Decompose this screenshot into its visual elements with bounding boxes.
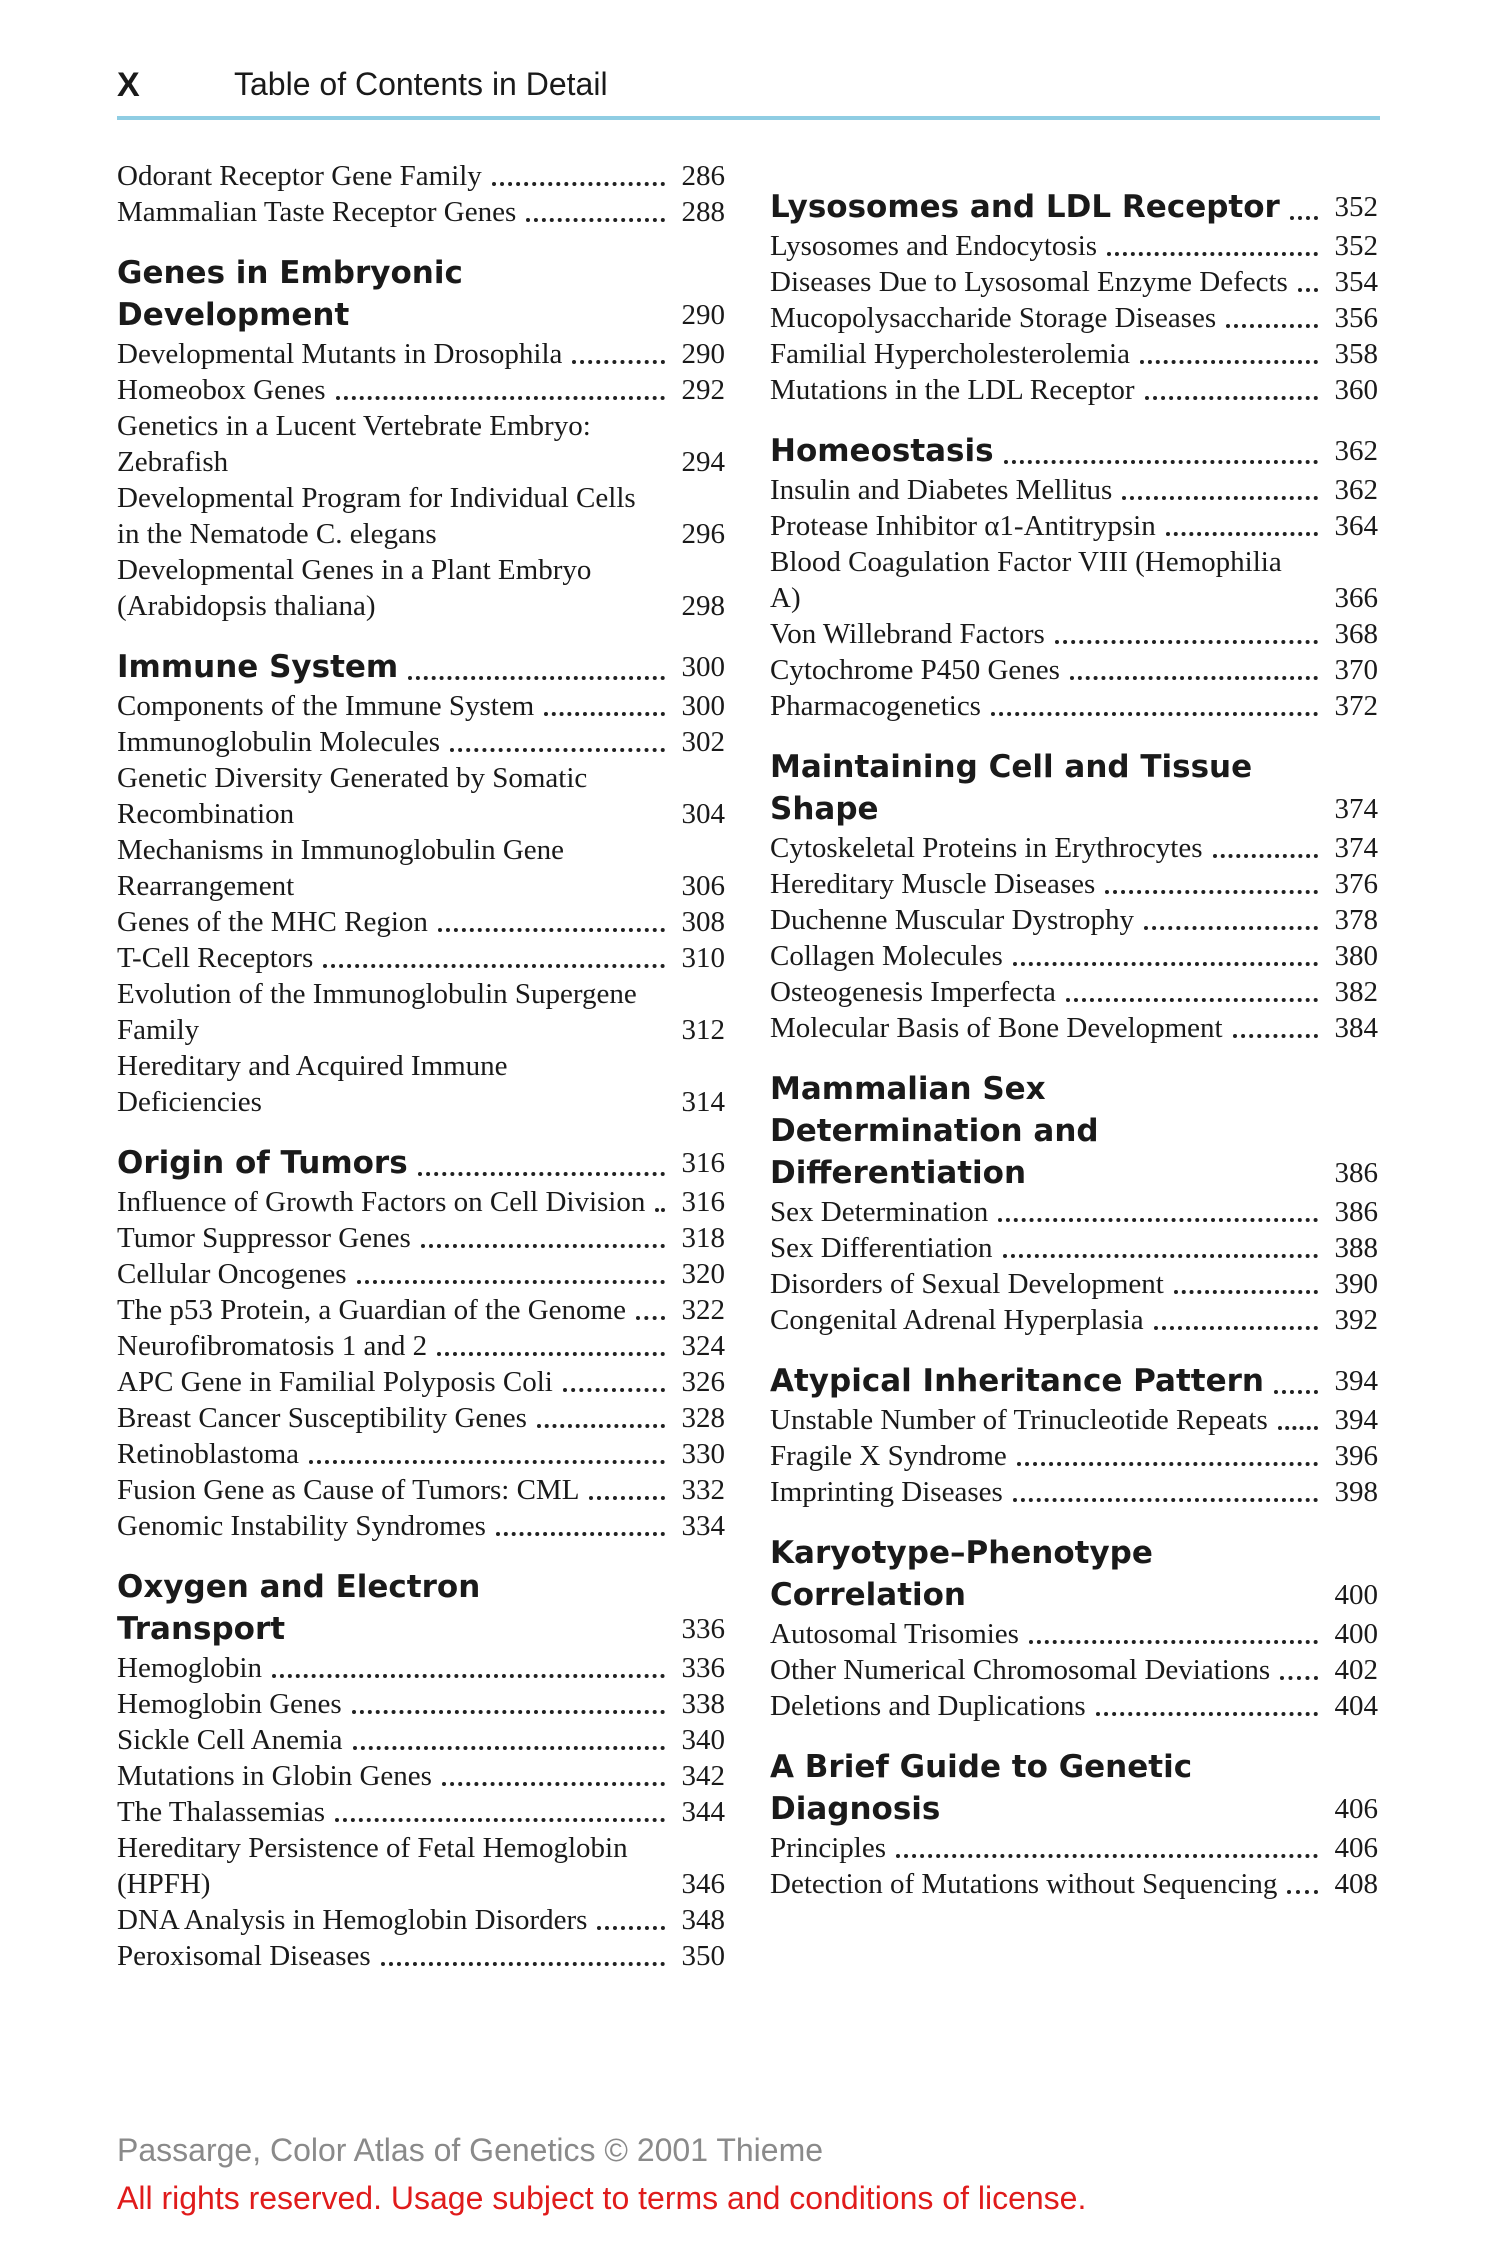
toc-entry[interactable] [770, 1194, 1378, 1230]
section-page-number: 362 [1334, 435, 1378, 467]
entry-title: Collagen Molecules [770, 940, 1003, 972]
entry-page-number: 380 [1334, 940, 1378, 972]
entry-page-number: 336 [681, 1652, 725, 1684]
dot-leader [442, 1768, 665, 1786]
toc-entry[interactable] [117, 336, 725, 372]
toc-section [117, 1142, 725, 1544]
dot-leader [1122, 482, 1318, 500]
toc-entry[interactable] [117, 1938, 725, 1974]
license-notice: All rights reserved. Usage subject to terms and conditions of license. [117, 2180, 1087, 2216]
toc-entry[interactable] [770, 1402, 1378, 1438]
entry-title: Unstable Number of Trinucleotide Repeats [770, 1404, 1268, 1436]
section-title: Lysosomes and LDL Receptor [770, 189, 1280, 225]
entry-title: Homeobox Genes [117, 374, 326, 406]
entry-title: Osteogenesis Imperfecta [770, 976, 1056, 1008]
section-heading[interactable] [117, 646, 725, 688]
dot-leader [438, 914, 665, 932]
entry-title: Hemoglobin [117, 1652, 262, 1684]
toc-entry[interactable] [770, 1830, 1378, 1866]
entry-page-number: 368 [1334, 618, 1378, 650]
toc-entry[interactable] [770, 974, 1378, 1010]
entry-page-number: 362 [1334, 474, 1378, 506]
section-title: A Brief Guide to Genetic Diagnosis [770, 1749, 1193, 1827]
toc-right-column [770, 186, 1378, 1924]
entry-title: Genes of the MHC Region [117, 906, 428, 938]
entry-page-number: 346 [681, 1868, 725, 1900]
toc-entry[interactable] [770, 336, 1378, 372]
entry-page-number: 364 [1334, 510, 1378, 542]
entry-page-number: 400 [1334, 1618, 1378, 1650]
entry-title: Deletions and Duplications [770, 1690, 1086, 1722]
dot-leader [437, 1338, 665, 1356]
toc-entry[interactable] [770, 830, 1378, 866]
entry-page-number: 322 [681, 1294, 725, 1326]
dot-leader [1274, 1376, 1318, 1394]
entry-title: Mechanisms in Immunoglobulin Gene Rearrangement [117, 834, 565, 902]
toc-entry[interactable] [117, 552, 725, 624]
toc-entry[interactable] [770, 1438, 1378, 1474]
section-title: Atypical Inheritance Pattern [770, 1363, 1264, 1399]
entry-title: Hereditary Muscle Diseases [770, 868, 1096, 900]
entry-title: Mucopolysaccharide Storage Diseases [770, 302, 1217, 334]
dot-leader [1144, 912, 1318, 930]
entry-title: Genetic Diversity Generated by Somatic Recombination [117, 762, 588, 830]
entry-page-number: 386 [1334, 1196, 1378, 1228]
entry-page-number: 298 [681, 590, 725, 622]
entry-title: Sex Determination [770, 1196, 989, 1228]
entry-title: Mutations in Globin Genes [117, 1760, 432, 1792]
toc-entry[interactable] [770, 1866, 1378, 1902]
dot-leader [496, 1518, 665, 1536]
entry-title: Insulin and Diabetes Mellitus [770, 474, 1113, 506]
toc-entry[interactable] [117, 904, 725, 940]
dot-leader [1278, 1412, 1318, 1430]
dot-leader [1233, 1020, 1318, 1038]
toc-section [770, 1360, 1378, 1510]
entry-page-number: 392 [1334, 1304, 1378, 1336]
entry-title: APC Gene in Familial Polyposis Coli [117, 1366, 553, 1398]
dot-leader [353, 1732, 665, 1750]
entry-title: Developmental Mutants in Drosophila [117, 338, 563, 370]
entry-page-number: 382 [1334, 976, 1378, 1008]
section-page-number: 336 [681, 1613, 725, 1645]
toc-section [770, 186, 1378, 408]
entry-page-number: 292 [681, 374, 725, 406]
entry-page-number: 326 [681, 1366, 725, 1398]
section-heading[interactable] [117, 1142, 725, 1184]
toc-entry[interactable] [770, 1688, 1378, 1724]
dot-leader [418, 1158, 665, 1176]
toc-entry[interactable] [770, 508, 1378, 544]
entry-page-number: 384 [1334, 1012, 1378, 1044]
entry-title: Disorders of Sexual Development [770, 1268, 1164, 1300]
toc-entry[interactable] [770, 264, 1378, 300]
dot-leader [563, 1374, 665, 1392]
toc-entry[interactable] [117, 1048, 725, 1120]
toc-entry[interactable] [770, 300, 1378, 336]
entry-title: Other Numerical Chromosomal Deviations [770, 1654, 1271, 1686]
dot-leader [636, 1302, 665, 1320]
entry-title: The p53 Protein, a Guardian of the Genome [117, 1294, 626, 1326]
toc-section [770, 1068, 1378, 1338]
entry-title: Influence of Growth Factors on Cell Division [117, 1186, 646, 1218]
dot-leader [1145, 382, 1318, 400]
toc-entry[interactable] [770, 1652, 1378, 1688]
entry-page-number: 342 [681, 1760, 725, 1792]
dot-leader [323, 950, 665, 968]
entry-page-number: 318 [681, 1222, 725, 1254]
entry-page-number: 312 [681, 1014, 725, 1046]
dot-leader [537, 1410, 665, 1428]
dot-leader [1029, 1626, 1318, 1644]
dot-leader [597, 1912, 665, 1930]
page-title: Table of Contents in Detail [234, 66, 608, 102]
toc-entry[interactable] [770, 1302, 1378, 1338]
toc-entry[interactable] [117, 1256, 725, 1292]
dot-leader [1298, 274, 1318, 292]
section-heading[interactable] [770, 1068, 1378, 1194]
entry-title: Detection of Mutations without Sequencing [770, 1868, 1278, 1900]
section-page-number: 290 [681, 299, 725, 331]
entry-title: Familial Hypercholesterolemia [770, 338, 1130, 370]
entry-title: Fragile X Syndrome [770, 1440, 1007, 1472]
entry-title: Imprinting Diseases [770, 1476, 1003, 1508]
toc-entry[interactable] [770, 652, 1378, 688]
dot-leader [655, 1194, 665, 1212]
section-heading[interactable] [117, 252, 725, 336]
toc-section [117, 158, 725, 230]
toc-section [770, 430, 1378, 724]
entry-title: Peroxisomal Diseases [117, 1940, 371, 1972]
toc-entry[interactable] [117, 760, 725, 832]
entry-page-number: 294 [681, 446, 725, 478]
dot-leader [1004, 446, 1318, 464]
section-title: Immune System [117, 649, 399, 685]
entry-title: Lysosomes and Endocytosis [770, 230, 1098, 262]
entry-page-number: 316 [681, 1186, 725, 1218]
entry-title: Genetics in a Lucent Vertebrate Embryo: Zebrafish [117, 410, 591, 478]
toc-entry[interactable] [117, 1686, 725, 1722]
toc-section [770, 1532, 1378, 1724]
section-title: Oxygen and Electron Transport [117, 1569, 481, 1647]
toc-entry[interactable] [117, 194, 725, 230]
toc-entry[interactable] [770, 1230, 1378, 1266]
dot-leader [492, 168, 665, 186]
entry-title: Diseases Due to Lysosomal Enzyme Defects [770, 266, 1288, 298]
entry-title: Fusion Gene as Cause of Tumors: CML [117, 1474, 580, 1506]
dot-leader [1070, 662, 1318, 680]
section-heading[interactable] [770, 430, 1378, 472]
section-heading[interactable] [117, 1566, 725, 1650]
section-heading[interactable] [770, 186, 1378, 228]
toc-entry[interactable] [117, 408, 725, 480]
entry-title: Immunoglobulin Molecules [117, 726, 440, 758]
entry-page-number: 394 [1334, 1404, 1378, 1436]
dot-leader [450, 734, 665, 752]
entry-title: Neurofibromatosis 1 and 2 [117, 1330, 428, 1362]
dot-leader [335, 1804, 665, 1822]
dot-leader [1105, 876, 1318, 894]
entry-page-number: 372 [1334, 690, 1378, 722]
toc-entry[interactable] [117, 480, 725, 552]
entry-page-number: 348 [681, 1904, 725, 1936]
entry-page-number: 332 [681, 1474, 725, 1506]
entry-page-number: 352 [1334, 230, 1378, 262]
toc-entry[interactable] [770, 938, 1378, 974]
toc-entry[interactable] [117, 1184, 725, 1220]
dot-leader [1107, 238, 1318, 256]
entry-page-number: 406 [1334, 1832, 1378, 1864]
toc-entry[interactable] [117, 1364, 725, 1400]
toc-entry[interactable] [117, 1436, 725, 1472]
entry-page-number: 324 [681, 1330, 725, 1362]
section-page-number: 300 [681, 651, 725, 683]
entry-title: Mutations in the LDL Receptor [770, 374, 1135, 406]
entry-page-number: 388 [1334, 1232, 1378, 1264]
dot-leader [1013, 1484, 1318, 1502]
toc-section [770, 746, 1378, 1046]
entry-page-number: 310 [681, 942, 725, 974]
toc-section [770, 1746, 1378, 1902]
entry-title: Developmental Program for Individual Cells in the Nematode C. elegans [117, 482, 636, 550]
dot-leader [1287, 1876, 1318, 1894]
entry-title: Protease Inhibitor α1-Antitrypsin [770, 510, 1156, 542]
toc-entry[interactable] [117, 1722, 725, 1758]
dot-leader [1013, 948, 1318, 966]
dot-leader [526, 204, 665, 222]
toc-entry[interactable] [117, 372, 725, 408]
toc-entry[interactable] [117, 1472, 725, 1508]
toc-entry[interactable] [117, 724, 725, 760]
entry-title: Molecular Basis of Bone Development [770, 1012, 1223, 1044]
dot-leader [1140, 346, 1318, 364]
dot-leader [272, 1660, 665, 1678]
entry-page-number: 354 [1334, 266, 1378, 298]
toc-entry[interactable] [117, 158, 725, 194]
toc-entry[interactable] [770, 616, 1378, 652]
entry-page-number: 408 [1334, 1868, 1378, 1900]
entry-page-number: 404 [1334, 1690, 1378, 1722]
toc-entry[interactable] [117, 1902, 725, 1938]
dot-leader [544, 698, 665, 716]
toc-entry[interactable] [117, 1292, 725, 1328]
section-page-number: 406 [1334, 1793, 1378, 1825]
section-page-number: 394 [1334, 1365, 1378, 1397]
entry-page-number: 358 [1334, 338, 1378, 370]
entry-title: Hereditary and Acquired Immune Deficiencies [117, 1050, 508, 1118]
dot-leader [991, 698, 1318, 716]
entry-page-number: 338 [681, 1688, 725, 1720]
dot-leader [1066, 984, 1318, 1002]
section-heading[interactable] [770, 1360, 1378, 1402]
toc-entry[interactable] [117, 940, 725, 976]
toc-section [117, 1566, 725, 1974]
entry-title: Odorant Receptor Gene Family [117, 160, 482, 192]
dot-leader [896, 1840, 1318, 1858]
section-title: Karyotype–Phenotype Correlation [770, 1535, 1153, 1613]
entry-title: Hereditary Persistence of Fetal Hemoglobin (HPFH) [117, 1832, 628, 1900]
dot-leader [1226, 310, 1318, 328]
entry-title: T-Cell Receptors [117, 942, 314, 974]
entry-title: Autosomal Trisomies [770, 1618, 1019, 1650]
section-title: Genes in Embryonic Development [117, 255, 463, 333]
entry-page-number: 300 [681, 690, 725, 722]
section-title: Origin of Tumors [117, 1145, 408, 1181]
entry-title: Evolution of the Immunoglobulin Supergene Family [117, 978, 637, 1046]
dot-leader [1055, 626, 1318, 644]
entry-title: Sex Differentiation [770, 1232, 993, 1264]
dot-leader [1154, 1312, 1318, 1330]
dot-leader [421, 1230, 665, 1248]
toc-entry[interactable] [770, 902, 1378, 938]
section-title: Maintaining Cell and Tissue Shape [770, 749, 1253, 827]
dot-leader [589, 1482, 665, 1500]
entry-page-number: 286 [681, 160, 725, 192]
toc-entry[interactable] [770, 1474, 1378, 1510]
toc-entry[interactable] [117, 1328, 725, 1364]
entry-page-number: 390 [1334, 1268, 1378, 1300]
entry-title: Mammalian Taste Receptor Genes [117, 196, 517, 228]
entry-page-number: 344 [681, 1796, 725, 1828]
dot-leader [1017, 1448, 1318, 1466]
entry-page-number: 376 [1334, 868, 1378, 900]
entry-page-number: 290 [681, 338, 725, 370]
dot-leader [1213, 840, 1318, 858]
entry-page-number: 402 [1334, 1654, 1378, 1686]
entry-page-number: 340 [681, 1724, 725, 1756]
dot-leader [1280, 1662, 1318, 1680]
entry-page-number: 396 [1334, 1440, 1378, 1472]
entry-title: Blood Coagulation Factor VIII (Hemophilia A) [770, 546, 1282, 614]
dot-leader [1003, 1240, 1318, 1258]
entry-page-number: 296 [681, 518, 725, 550]
toc-entry[interactable] [117, 1400, 725, 1436]
toc-left-column [117, 158, 725, 1996]
entry-title: Cytoskeletal Proteins in Erythrocytes [770, 832, 1203, 864]
dot-leader [381, 1948, 665, 1966]
toc-entry[interactable] [770, 228, 1378, 264]
entry-title: Tumor Suppressor Genes [117, 1222, 411, 1254]
toc-entry[interactable] [117, 1220, 725, 1256]
entry-title: Von Willebrand Factors [770, 618, 1045, 650]
toc-entry[interactable] [770, 1266, 1378, 1302]
entry-title: Sickle Cell Anemia [117, 1724, 343, 1756]
dot-leader [336, 382, 665, 400]
dot-leader [572, 346, 665, 364]
entry-title: Components of the Immune System [117, 690, 535, 722]
entry-title: The Thalassemias [117, 1796, 326, 1828]
entry-page-number: 370 [1334, 654, 1378, 686]
page-number: X [117, 66, 140, 104]
section-heading[interactable] [770, 746, 1378, 830]
section-page-number: 316 [681, 1147, 725, 1179]
dot-leader [352, 1696, 665, 1714]
entry-title: Retinoblastoma [117, 1438, 300, 1470]
entry-page-number: 330 [681, 1438, 725, 1470]
dot-leader [408, 662, 665, 680]
entry-page-number: 288 [681, 196, 725, 228]
entry-page-number: 302 [681, 726, 725, 758]
entry-page-number: 378 [1334, 904, 1378, 936]
toc-entry[interactable] [117, 976, 725, 1048]
dot-leader [1174, 1276, 1318, 1294]
toc-entry[interactable] [117, 1758, 725, 1794]
entry-page-number: 398 [1334, 1476, 1378, 1508]
toc-section [117, 646, 725, 1120]
toc-entry[interactable] [117, 688, 725, 724]
toc-section [117, 252, 725, 624]
toc-entry[interactable] [770, 1616, 1378, 1652]
section-page-number: 386 [1334, 1157, 1378, 1189]
entry-title: DNA Analysis in Hemoglobin Disorders [117, 1904, 588, 1936]
entry-title: Hemoglobin Genes [117, 1688, 342, 1720]
toc-entry[interactable] [117, 1794, 725, 1830]
entry-title: Pharmacogenetics [770, 690, 981, 722]
toc-entry[interactable] [770, 544, 1378, 616]
toc-entry[interactable] [117, 1830, 725, 1902]
toc-entry[interactable] [117, 1650, 725, 1686]
toc-entry[interactable] [770, 372, 1378, 408]
toc-entry[interactable] [770, 1010, 1378, 1046]
entry-title: Cytochrome P450 Genes [770, 654, 1060, 686]
entry-page-number: 356 [1334, 302, 1378, 334]
dot-leader [1290, 202, 1318, 220]
entry-page-number: 334 [681, 1510, 725, 1542]
section-heading[interactable] [770, 1746, 1378, 1830]
toc-entry[interactable] [770, 688, 1378, 724]
section-title: Homeostasis [770, 433, 994, 469]
entry-title: Congenital Adrenal Hyperplasia [770, 1304, 1144, 1336]
section-title: Mammalian Sex Determination and Differentiation [770, 1071, 1099, 1191]
entry-page-number: 350 [681, 1940, 725, 1972]
entry-title: Principles [770, 1832, 886, 1864]
dot-leader [998, 1204, 1318, 1222]
toc-entry[interactable] [770, 472, 1378, 508]
copyright-notice: Passarge, Color Atlas of Genetics © 2001 Thieme [117, 2132, 824, 2168]
page-header [117, 62, 1380, 120]
entry-page-number: 306 [681, 870, 725, 902]
entry-page-number: 304 [681, 798, 725, 830]
entry-page-number: 360 [1334, 374, 1378, 406]
entry-page-number: 366 [1334, 582, 1378, 614]
entry-page-number: 308 [681, 906, 725, 938]
toc-entry[interactable] [117, 1508, 725, 1544]
dot-leader [1096, 1698, 1318, 1716]
dot-leader [1166, 518, 1318, 536]
toc-entry[interactable] [770, 866, 1378, 902]
section-page-number: 352 [1334, 191, 1378, 223]
dot-leader [357, 1266, 665, 1284]
dot-leader [309, 1446, 665, 1464]
entry-title: Duchenne Muscular Dystrophy [770, 904, 1135, 936]
section-heading[interactable] [770, 1532, 1378, 1616]
section-page-number: 374 [1334, 793, 1378, 825]
entry-page-number: 374 [1334, 832, 1378, 864]
entry-title: Genomic Instability Syndromes [117, 1510, 486, 1542]
entry-page-number: 314 [681, 1086, 725, 1118]
entry-page-number: 320 [681, 1258, 725, 1290]
entry-title: Developmental Genes in a Plant Embryo (Arabidopsis thaliana) [117, 554, 592, 622]
toc-entry[interactable] [117, 832, 725, 904]
entry-page-number: 328 [681, 1402, 725, 1434]
entry-title: Breast Cancer Susceptibility Genes [117, 1402, 527, 1434]
section-page-number: 400 [1334, 1579, 1378, 1611]
entry-title: Cellular Oncogenes [117, 1258, 347, 1290]
